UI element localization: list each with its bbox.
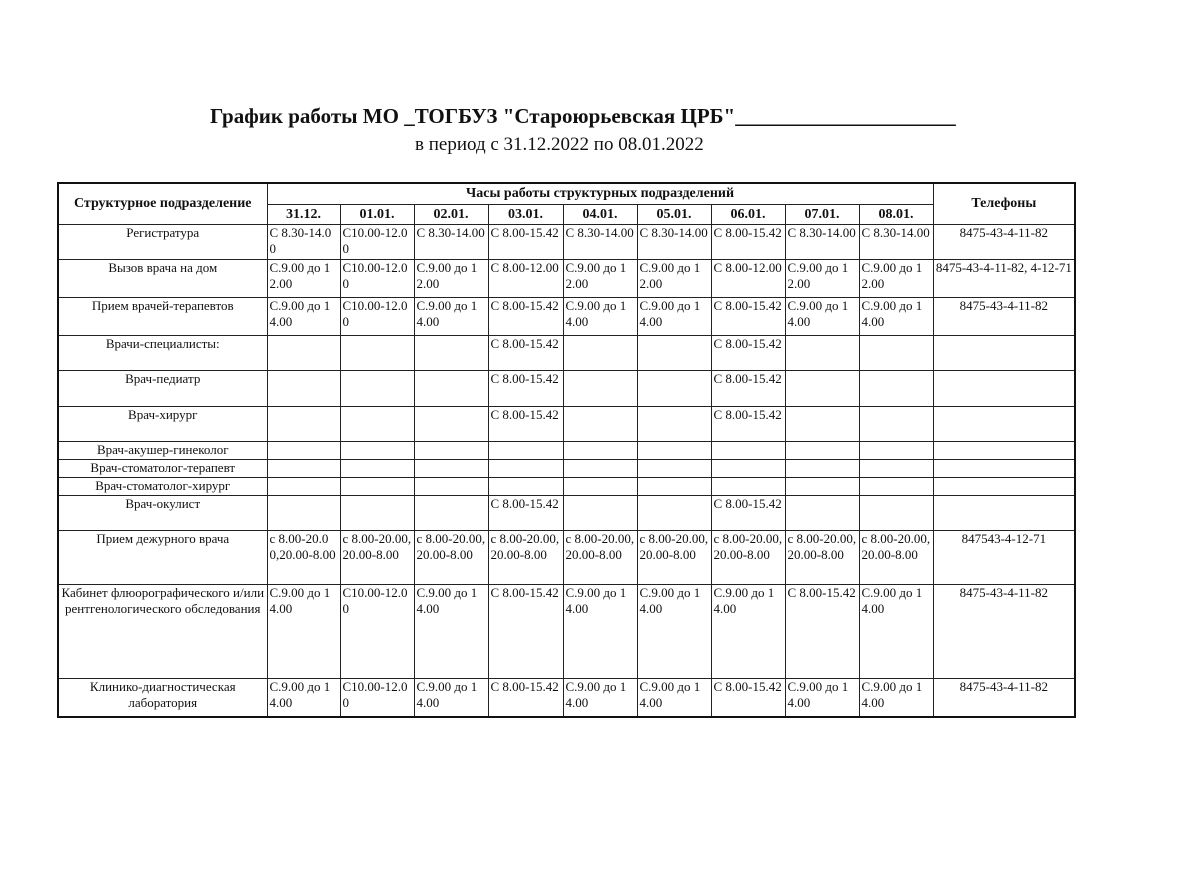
- hours-cell: [488, 442, 563, 460]
- department-cell: Врач-стоматолог-терапевт: [58, 460, 267, 478]
- hours-cell: с 8.00-20.00,20.00-8.00: [340, 531, 414, 585]
- department-cell: Прием дежурного врача: [58, 531, 267, 585]
- hours-cell: [859, 460, 933, 478]
- hours-cell: С 8.00-15.42: [711, 679, 785, 717]
- hours-cell: [563, 336, 637, 371]
- table-row: [58, 260, 1075, 298]
- header-date: 05.01.: [637, 205, 711, 225]
- hours-cell: с 8.00-20.00,20.00-8.00: [267, 531, 340, 585]
- hours-cell: С.9.00 до 14.00: [414, 585, 488, 679]
- department-cell: Регистратура: [58, 225, 267, 260]
- hours-cell: С 8.00-15.42: [488, 679, 563, 717]
- table-row: [58, 531, 1075, 585]
- hours-cell: [785, 407, 859, 442]
- hours-cell: С.9.00 до 12.00: [859, 260, 933, 298]
- department-cell: Кабинет флюорографического и/или рентгенологического обследования: [58, 585, 267, 679]
- hours-cell: [267, 460, 340, 478]
- hours-cell: [414, 442, 488, 460]
- hours-cell: С 8.00-15.42: [711, 225, 785, 260]
- hours-cell: [563, 496, 637, 531]
- table-row: [58, 371, 1075, 407]
- phone-cell: [933, 407, 1075, 442]
- phone-cell: 847543-4-12-71: [933, 531, 1075, 585]
- phone-cell: 8475-43-4-11-82, 4-12-71: [933, 260, 1075, 298]
- hours-cell: [267, 442, 340, 460]
- hours-cell: [267, 336, 340, 371]
- hours-cell: С.9.00 до 14.00: [785, 679, 859, 717]
- hours-cell: [488, 478, 563, 496]
- hours-cell: С 8.30-14.00: [785, 225, 859, 260]
- hours-cell: С 8.00-15.42: [711, 298, 785, 336]
- hours-cell: с 8.00-20.00,20.00-8.00: [637, 531, 711, 585]
- header-date: 04.01.: [563, 205, 637, 225]
- hours-cell: С.9.00 до 14.00: [563, 585, 637, 679]
- hours-cell: С 8.00-12.00: [711, 260, 785, 298]
- hours-cell: [637, 460, 711, 478]
- hours-cell: [637, 371, 711, 407]
- hours-cell: [340, 336, 414, 371]
- hours-cell: [563, 407, 637, 442]
- hours-cell: [414, 407, 488, 442]
- hours-cell: С.9.00 до 14.00: [414, 679, 488, 717]
- hours-cell: С.9.00 до 12.00: [785, 260, 859, 298]
- hours-cell: [340, 460, 414, 478]
- hours-cell: С.9.00 до 12.00: [267, 260, 340, 298]
- department-cell: Врач-педиатр: [58, 371, 267, 407]
- department-cell: Врачи-специалисты:: [58, 336, 267, 371]
- hours-cell: [711, 460, 785, 478]
- hours-cell: С.9.00 до 12.00: [563, 260, 637, 298]
- hours-cell: [637, 496, 711, 531]
- hours-cell: С.9.00 до 14.00: [637, 585, 711, 679]
- header-date: 07.01.: [785, 205, 859, 225]
- hours-cell: С 8.00-15.42: [711, 336, 785, 371]
- department-cell: Клинико-диагностическая лаборатория: [58, 679, 267, 717]
- hours-cell: С 8.00-15.42: [711, 496, 785, 531]
- table-row: [58, 496, 1075, 531]
- hours-cell: С 8.00-15.42: [488, 225, 563, 260]
- hours-cell: С 8.00-12.00: [488, 260, 563, 298]
- phone-cell: 8475-43-4-11-82: [933, 298, 1075, 336]
- phone-cell: 8475-43-4-11-82: [933, 679, 1075, 717]
- phone-cell: [933, 442, 1075, 460]
- phone-cell: 8475-43-4-11-82: [933, 585, 1075, 679]
- hours-cell: С 8.30-14.00: [267, 225, 340, 260]
- hours-cell: С.9.00 до 12.00: [637, 260, 711, 298]
- hours-cell: с 8.00-20.00,20.00-8.00: [488, 531, 563, 585]
- hours-cell: [414, 496, 488, 531]
- header-phones: Телефоны: [933, 183, 1075, 225]
- hours-cell: [267, 407, 340, 442]
- hours-cell: [637, 478, 711, 496]
- hours-cell: С 8.30-14.00: [563, 225, 637, 260]
- schedule-table: [57, 182, 1076, 718]
- table-row: [58, 478, 1075, 496]
- hours-cell: С10.00-12.00: [340, 260, 414, 298]
- hours-cell: [563, 371, 637, 407]
- hours-cell: [859, 371, 933, 407]
- table-row: [58, 679, 1075, 717]
- hours-cell: с 8.00-20.00,20.00-8.00: [785, 531, 859, 585]
- document-subtitle: в период с 31.12.2022 по 08.01.2022: [415, 134, 704, 155]
- hours-cell: С.9.00 до 14.00: [711, 585, 785, 679]
- hours-cell: С 8.00-15.42: [488, 585, 563, 679]
- hours-cell: [637, 336, 711, 371]
- hours-cell: [414, 478, 488, 496]
- header-date: 08.01.: [859, 205, 933, 225]
- table-row: [58, 298, 1075, 336]
- table-row: [58, 460, 1075, 478]
- hours-cell: С10.00-12.00: [340, 679, 414, 717]
- department-cell: Врач-стоматолог-хирург: [58, 478, 267, 496]
- department-cell: Врач-окулист: [58, 496, 267, 531]
- hours-cell: с 8.00-20.00,20.00-8.00: [711, 531, 785, 585]
- hours-cell: С10.00-12.00: [340, 298, 414, 336]
- hours-cell: С 8.30-14.00: [637, 225, 711, 260]
- hours-cell: [267, 371, 340, 407]
- hours-cell: [414, 460, 488, 478]
- header-date: 06.01.: [711, 205, 785, 225]
- header-date: 02.01.: [414, 205, 488, 225]
- table-row: [58, 585, 1075, 679]
- hours-cell: [785, 496, 859, 531]
- department-cell: Врач-акушер-гинеколог: [58, 442, 267, 460]
- hours-cell: с 8.00-20.00,20.00-8.00: [563, 531, 637, 585]
- hours-cell: [711, 478, 785, 496]
- hours-cell: [859, 336, 933, 371]
- hours-cell: С 8.00-15.42: [488, 371, 563, 407]
- hours-cell: [859, 496, 933, 531]
- phone-cell: [933, 460, 1075, 478]
- hours-cell: С 8.30-14.00: [414, 225, 488, 260]
- hours-cell: [785, 478, 859, 496]
- hours-cell: [340, 407, 414, 442]
- hours-cell: С10.00-12.00: [340, 225, 414, 260]
- header-hours: Часы работы структурных подразделений: [267, 183, 933, 205]
- hours-cell: С.9.00 до 14.00: [414, 298, 488, 336]
- hours-cell: [785, 336, 859, 371]
- hours-cell: [563, 460, 637, 478]
- header-date: 03.01.: [488, 205, 563, 225]
- department-cell: Вызов врача на дом: [58, 260, 267, 298]
- hours-cell: [785, 460, 859, 478]
- hours-cell: С 8.00-15.42: [488, 407, 563, 442]
- hours-cell: [340, 371, 414, 407]
- hours-cell: С.9.00 до 14.00: [267, 679, 340, 717]
- phone-cell: [933, 371, 1075, 407]
- hours-cell: [859, 442, 933, 460]
- hours-cell: [563, 442, 637, 460]
- hours-cell: [637, 407, 711, 442]
- hours-cell: С 8.00-15.42: [711, 371, 785, 407]
- hours-cell: С.9.00 до 14.00: [785, 298, 859, 336]
- hours-cell: [488, 460, 563, 478]
- hours-cell: С 8.30-14.00: [859, 225, 933, 260]
- hours-cell: [637, 442, 711, 460]
- hours-cell: С 8.00-15.42: [711, 407, 785, 442]
- hours-cell: С.9.00 до 14.00: [563, 298, 637, 336]
- phone-cell: 8475-43-4-11-82: [933, 225, 1075, 260]
- hours-cell: [340, 478, 414, 496]
- hours-cell: [711, 442, 785, 460]
- hours-cell: с 8.00-20.00,20.00-8.00: [414, 531, 488, 585]
- table-row: [58, 407, 1075, 442]
- department-cell: Врач-хирург: [58, 407, 267, 442]
- department-cell: Прием врачей-терапевтов: [58, 298, 267, 336]
- header-department: Структурное подразделение: [58, 183, 267, 225]
- hours-cell: С.9.00 до 14.00: [267, 585, 340, 679]
- hours-cell: [267, 478, 340, 496]
- header-date: 31.12.: [267, 205, 340, 225]
- hours-cell: С.9.00 до 14.00: [637, 298, 711, 336]
- hours-cell: С.9.00 до 14.00: [563, 679, 637, 717]
- hours-cell: С.9.00 до 14.00: [267, 298, 340, 336]
- hours-cell: [785, 442, 859, 460]
- hours-cell: [859, 407, 933, 442]
- hours-cell: С 8.00-15.42: [488, 496, 563, 531]
- hours-cell: [414, 336, 488, 371]
- hours-cell: [859, 478, 933, 496]
- hours-cell: [340, 496, 414, 531]
- hours-cell: С 8.00-15.42: [488, 336, 563, 371]
- hours-cell: С10.00-12.00: [340, 585, 414, 679]
- hours-cell: [414, 371, 488, 407]
- table-row: [58, 225, 1075, 260]
- hours-cell: [563, 478, 637, 496]
- phone-cell: [933, 478, 1075, 496]
- hours-cell: С 8.00-15.42: [785, 585, 859, 679]
- hours-cell: С 8.00-15.42: [488, 298, 563, 336]
- phone-cell: [933, 336, 1075, 371]
- hours-cell: с 8.00-20.00,20.00-8.00: [859, 531, 933, 585]
- hours-cell: С.9.00 до 14.00: [637, 679, 711, 717]
- hours-cell: С.9.00 до 14.00: [859, 679, 933, 717]
- header-date: 01.01.: [340, 205, 414, 225]
- hours-cell: С.9.00 до 14.00: [859, 585, 933, 679]
- document-title: График работы МО _ТОГБУЗ "Староюрьевская ЦРБ"_____________________: [210, 104, 956, 128]
- hours-cell: [340, 442, 414, 460]
- hours-cell: [267, 496, 340, 531]
- phone-cell: [933, 496, 1075, 531]
- hours-cell: С.9.00 до 14.00: [859, 298, 933, 336]
- table-row: [58, 336, 1075, 371]
- hours-cell: С.9.00 до 12.00: [414, 260, 488, 298]
- table-row: [58, 442, 1075, 460]
- hours-cell: [785, 371, 859, 407]
